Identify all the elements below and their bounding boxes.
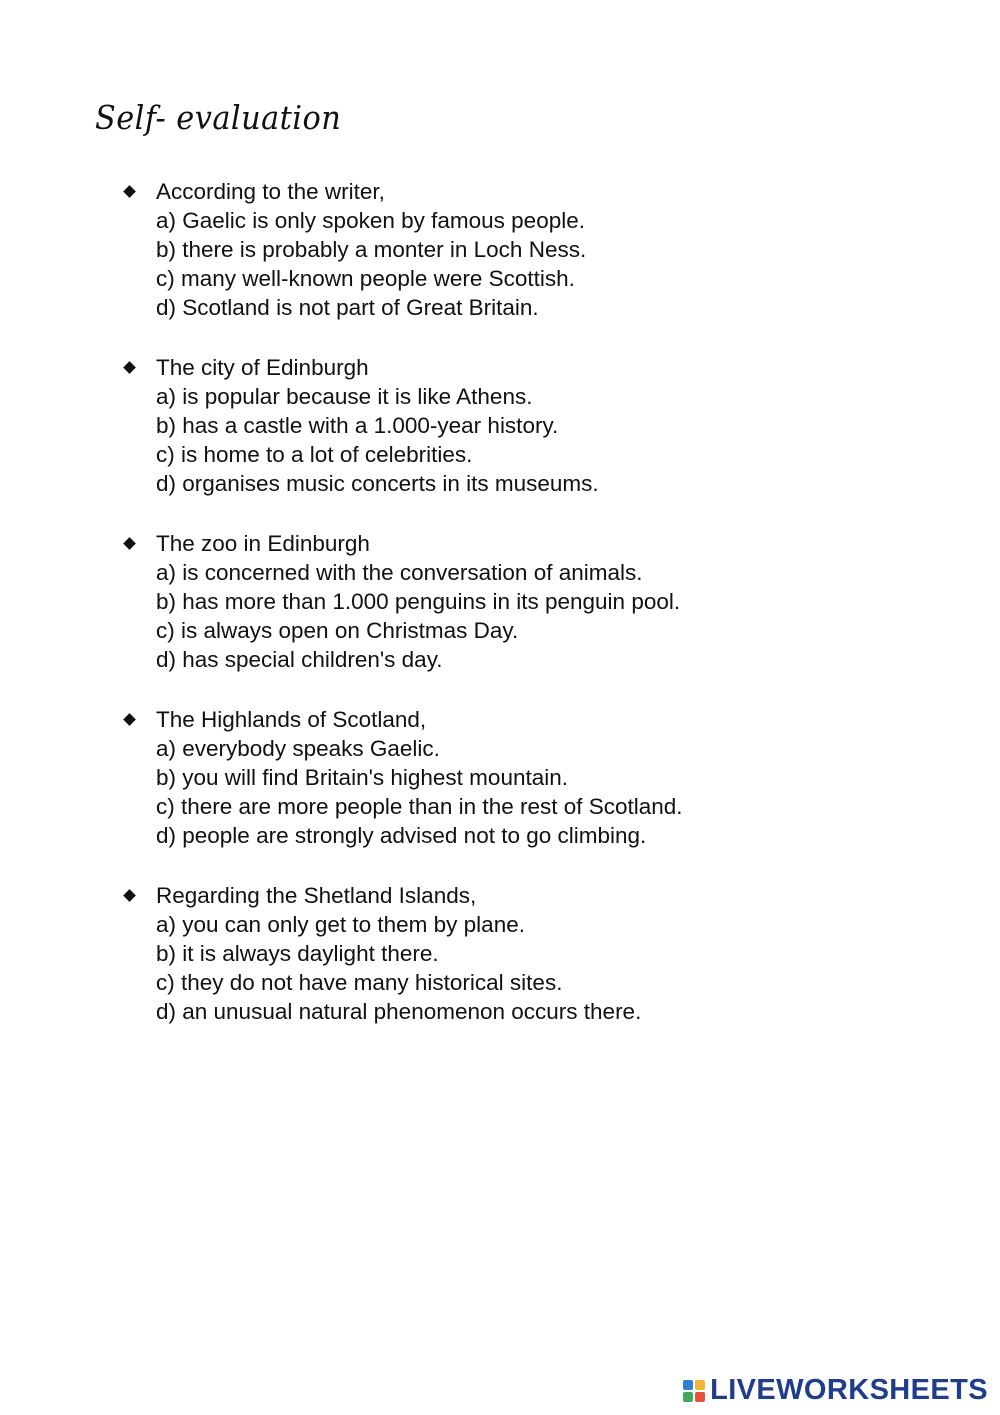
brand-name: LIVEWORKSHEETS (710, 1374, 988, 1406)
question-stem: According to the writer, (156, 179, 385, 204)
diamond-bullet-icon (123, 361, 136, 374)
answer-option: b) it is always daylight there. (156, 941, 439, 966)
answer-options (156, 382, 885, 498)
answer-options (156, 734, 885, 850)
question-stem: The zoo in Edinburgh (156, 531, 370, 556)
diamond-bullet-icon (123, 889, 136, 902)
answer-option: c) they do not have many historical sites. (156, 970, 563, 995)
answer-option: a) you can only get to them by plane. (156, 912, 525, 937)
answer-option: c) there are more people than in the rest of Scotland. (156, 794, 683, 819)
logo-tile (683, 1380, 693, 1390)
answer-option: c) is always open on Christmas Day. (156, 618, 519, 643)
liveworksheets-logo-icon (683, 1380, 705, 1402)
question-item (125, 529, 885, 674)
answer-option: b) has a castle with a 1.000-year history. (156, 413, 559, 438)
answer-option: a) Gaelic is only spoken by famous people. (156, 208, 585, 233)
diamond-bullet-icon (123, 185, 136, 198)
answer-option: d) an unusual natural phenomenon occurs there. (156, 999, 642, 1024)
answer-option: d) Scotland is not part of Great Britain. (156, 295, 539, 320)
question-list (125, 177, 885, 1057)
question-item (125, 353, 885, 498)
answer-option: a) is popular because it is like Athens. (156, 384, 533, 409)
answer-option: b) has more than 1.000 penguins in its penguin pool. (156, 589, 681, 614)
question-stem: The city of Edinburgh (156, 355, 369, 380)
logo-tile (695, 1380, 705, 1390)
answer-options (156, 558, 885, 674)
answer-option: a) is concerned with the conversation of animals. (156, 560, 643, 585)
question-item (125, 881, 885, 1026)
diamond-bullet-icon (123, 713, 136, 726)
answer-option: c) is home to a lot of celebrities. (156, 442, 473, 467)
question-item (125, 177, 885, 322)
logo-tile (695, 1392, 705, 1402)
liveworksheets-logo (683, 1376, 988, 1405)
diamond-bullet-icon (123, 537, 136, 550)
answer-option: c) many well-known people were Scottish. (156, 266, 575, 291)
answer-options (156, 910, 885, 1026)
question-stem: Regarding the Shetland Islands, (156, 883, 477, 908)
answer-option: d) has special children's day. (156, 647, 443, 672)
question-stem: The Highlands of Scotland, (156, 707, 427, 732)
answer-option: b) there is probably a monter in Loch Ness. (156, 237, 587, 262)
page-title: Self- evaluation (95, 98, 342, 137)
answer-option: a) everybody speaks Gaelic. (156, 736, 440, 761)
answer-option: b) you will find Britain's highest mountain. (156, 765, 568, 790)
answer-option: d) organises music concerts in its museums. (156, 471, 599, 496)
question-item (125, 705, 885, 850)
answer-options (156, 206, 885, 322)
answer-option: d) people are strongly advised not to go climbing. (156, 823, 647, 848)
logo-tile (683, 1392, 693, 1402)
